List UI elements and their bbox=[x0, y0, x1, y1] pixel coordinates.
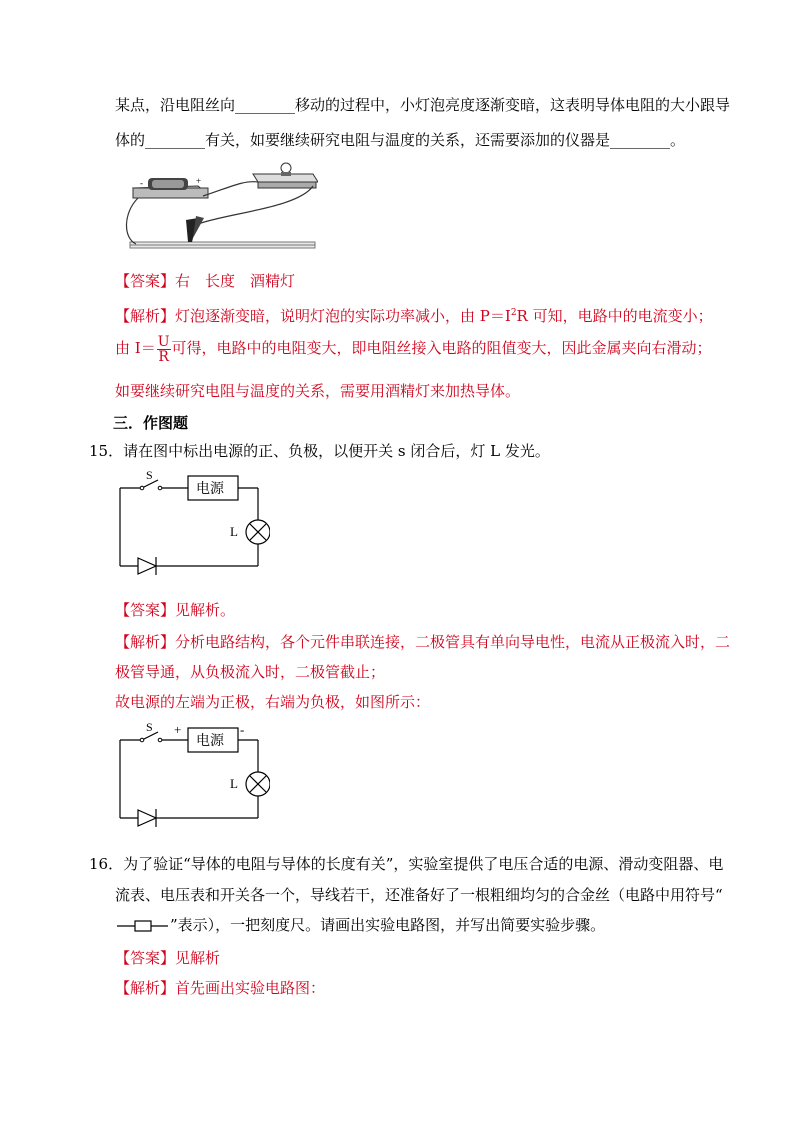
q14-analysis-line3: 如要继续研究电阻与温度的关系，需要用酒精灯来加热导体。 bbox=[115, 382, 521, 400]
q15-analysis-line1 bbox=[115, 632, 730, 652]
ohms-law-fraction bbox=[157, 335, 171, 364]
analysis-label: 【解析】 bbox=[115, 979, 176, 997]
analysis-label: 【解析】 bbox=[115, 307, 176, 325]
q16-question-line1 bbox=[89, 854, 723, 874]
diode-icon bbox=[138, 810, 156, 826]
svg-text:+: + bbox=[196, 176, 202, 186]
analysis-text: 分析电路结构，各个元件串联连接，二极管具有单向导电性，电流从正极流入时，二 bbox=[175, 633, 731, 651]
diode-icon bbox=[138, 558, 156, 574]
q14-analysis-line2 bbox=[115, 333, 712, 363]
answer-text: 见解析。 bbox=[175, 601, 236, 619]
answer-label: 【答案】 bbox=[115, 272, 176, 290]
answer-label: 【答案】 bbox=[115, 949, 176, 967]
question-number: 16． bbox=[89, 855, 124, 873]
q14-text-line1: 某点，沿电阻丝向________移动的过程中，小灯泡亮度逐渐变暗，这表明导体电阻的大小跟导 bbox=[115, 96, 731, 114]
question-number: 15． bbox=[89, 442, 124, 460]
negative-sign: - bbox=[240, 722, 245, 737]
analysis-text: R 可知，电路中的电流变小； bbox=[516, 307, 713, 325]
power-source-label: 电源 bbox=[196, 482, 224, 497]
power-source-label: 电源 bbox=[196, 734, 224, 749]
question-text: 请在图中标出电源的正、负极，以便开关 s 闭合后，灯 L 发光。 bbox=[123, 442, 550, 460]
answer-text: 右 长度 酒精灯 bbox=[175, 272, 296, 290]
bulb-icon bbox=[281, 163, 291, 173]
section-title: 三．作图题 bbox=[113, 414, 189, 432]
analysis-text: 灯泡逐渐变暗，说明灯泡的实际功率减小，由 P＝I bbox=[175, 307, 511, 325]
q16-answer bbox=[115, 948, 220, 968]
q15-question bbox=[89, 441, 550, 461]
lamp-label: L bbox=[230, 776, 238, 791]
question-text: 为了验证“导体的电阻与导体的长度有关”，实验室提供了电压合适的电源、滑动变阻器、电 bbox=[123, 855, 724, 873]
q16-question-line3 bbox=[115, 915, 605, 935]
q15-circuit-diagram bbox=[110, 466, 270, 578]
q14-analysis-line1 bbox=[115, 303, 713, 326]
lamp-label: L bbox=[230, 524, 238, 539]
q16-question-line2: 流表、电压表和开关各一个，导线若干，还准备好了一根粗细均匀的合金丝（电路中用符号“ bbox=[115, 886, 723, 904]
switch-label: S bbox=[146, 720, 153, 734]
answer-label: 【答案】 bbox=[115, 601, 176, 619]
positive-sign: + bbox=[174, 722, 182, 737]
answer-text: 见解析 bbox=[175, 949, 221, 967]
fraction-denominator: R bbox=[158, 348, 169, 365]
analysis-superscript: 2 bbox=[510, 308, 517, 318]
q14-answer bbox=[115, 271, 295, 291]
q15-answer-circuit-diagram bbox=[110, 718, 270, 830]
alloy-wire-symbol-icon bbox=[115, 919, 170, 933]
analysis-text: 由 I＝ bbox=[115, 339, 156, 357]
svg-text:-: - bbox=[140, 178, 143, 188]
q16-analysis bbox=[115, 978, 325, 998]
q14-text-line2: 体的________有关，如要继续研究电阻与温度的关系，还需要添加的仪器是________。 bbox=[115, 131, 686, 149]
analysis-text: 可得，电路中的电阻变大，即电阻丝接入电路的阻值变大，因此金属夹向右滑动； bbox=[171, 339, 712, 357]
analysis-label: 【解析】 bbox=[115, 633, 176, 651]
question-text: ”表示），一把刻度尺。请画出实验电路图，并写出简要实验步骤。 bbox=[170, 916, 606, 934]
fraction-numerator: U bbox=[157, 333, 170, 350]
q15-analysis-line2: 极管导通，从负极流入时，二极管截止； bbox=[115, 663, 386, 681]
q15-answer bbox=[115, 600, 235, 620]
q15-analysis-line3: 故电源的左端为正极，右端为负极，如图所示： bbox=[115, 693, 431, 711]
apparatus-figure bbox=[118, 158, 318, 258]
switch-label: S bbox=[146, 468, 153, 482]
analysis-text: 首先画出实验电路图： bbox=[175, 979, 326, 997]
